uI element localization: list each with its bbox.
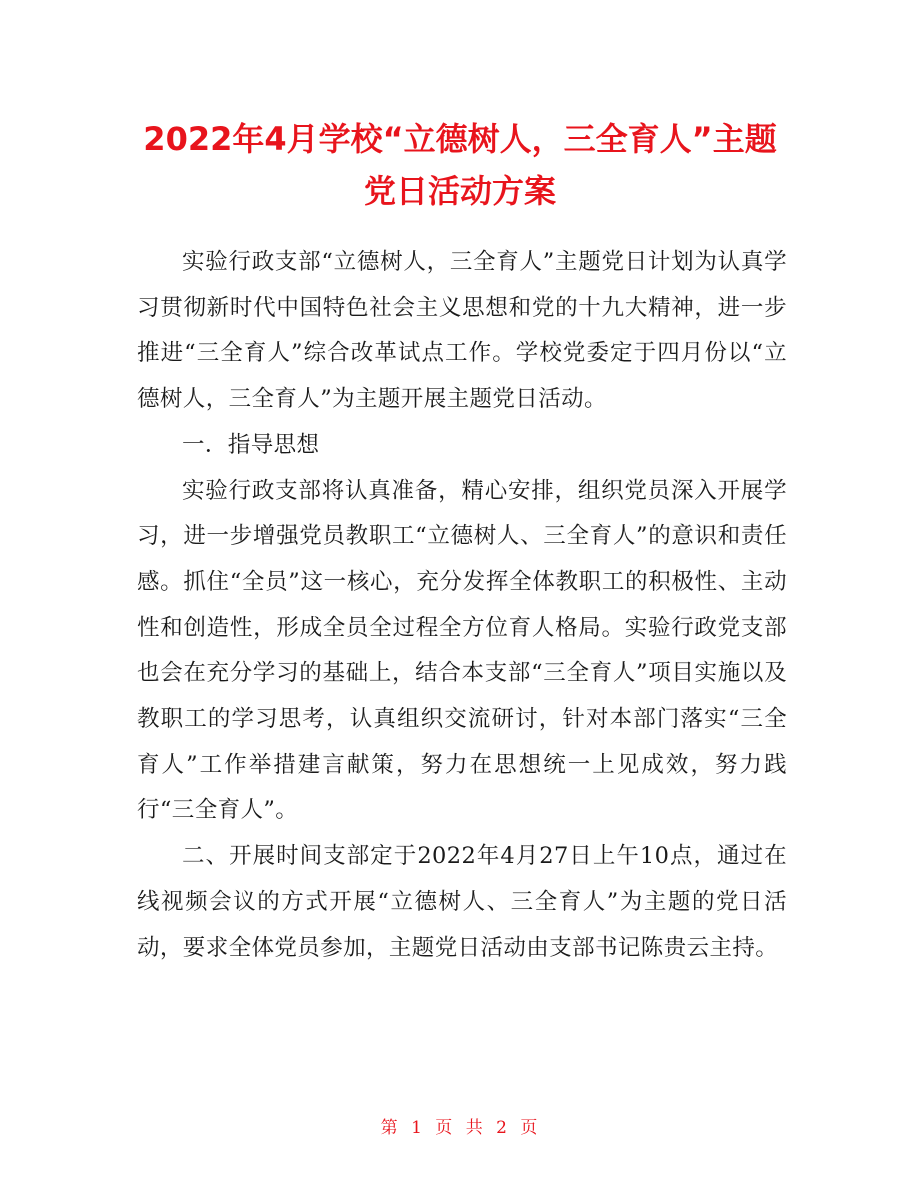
intro-paragraph: 实验行政支部“立德树人，三全育人”主题党日计划为认真学习贯彻新时代中国特色社会主义思想和党的十九大精神，进一步推进“三全育人”综合改革试点工作。学校党委定于四月份以“立德树人，三全育人”为主题开展主题党日活动。	[137, 249, 787, 413]
schedule-paragraph: 二、开展时间支部定于2022年4月27日上午10点，通过在线视频会议的方式开展“立德树人、三全育人”为主题的党日活动，要求全体党员参加，主题党日活动由支部书记陈贵云主持。	[137, 843, 787, 961]
section-heading-guiding-ideology: 一．指导思想	[182, 431, 320, 458]
guiding-ideology-paragraph: 实验行政支部将认真准备，精心安排，组织党员深入开展学习，进一步增强党员教职工“立德树人、三全育人”的意识和责任感。抓住“全员”这一核心，充分发挥全体教职工的积极性、主动性和创造性，形成全员全过程全方位育人格局。实验行政党支部也会在充分学习的基础上，结合本支部“三全育人”项目实施以及教职工的学习思考，认真组织交流研讨，针对本部门落实“三全育人”工作举措建言献策，努力在思想统一上见成效，努力践行“三全育人”。	[137, 477, 787, 824]
page-number-footer: 第 1 页 共 2 页	[380, 1118, 540, 1138]
document-body	[137, 240, 787, 971]
document-title-line-2: 党日活动方案	[363, 172, 556, 210]
document-title-line-1: 2022年4月学校“立德树人，三全育人”主题	[143, 120, 777, 158]
